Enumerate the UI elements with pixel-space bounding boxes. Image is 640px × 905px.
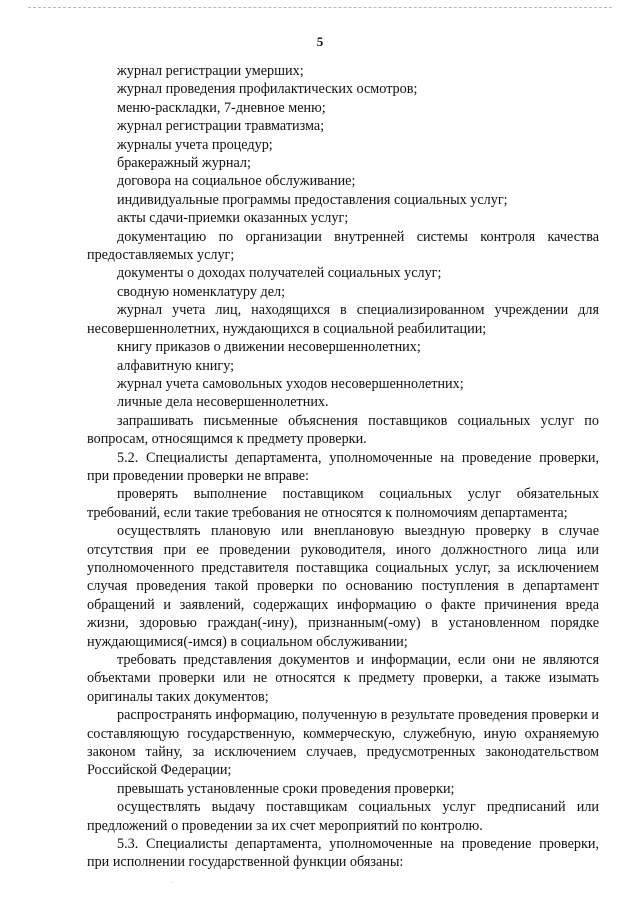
- paragraph: осуществлять выдачу поставщикам социальных услуг предписаний или предложений о проведении за их счет мероприятий по контролю.: [87, 799, 599, 834]
- paragraph: алфавитную книгу;: [117, 357, 235, 374]
- paragraph: журнал регистрации травматизма;: [117, 118, 325, 135]
- paragraph: бракеражный журнал;: [117, 155, 251, 172]
- paragraph: запрашивать письменные объяснения поставщиков социальных услуг по вопросам, относящимся к предмету проверки.: [87, 412, 599, 448]
- paragraph: договора на социальное обслуживание;: [117, 173, 356, 190]
- paragraph: журналы учета процедур;: [117, 136, 273, 153]
- page-number: 5: [316, 34, 324, 49]
- paragraph: проверять выполнение поставщиком социальных услуг обязательных требований, если такие требования не относятся к полномочиям департамента;: [87, 486, 599, 521]
- paragraph: документы о доходах получателей социальных услуг;: [117, 265, 442, 282]
- paragraph: превышать установленные сроки проведения проверки;: [117, 780, 455, 797]
- scan-top-edge-line: [28, 7, 612, 8]
- paragraph: журнал регистрации умерших;: [117, 63, 304, 79]
- paragraph: журнал учета лиц, находящихся в специализированном учреждении для несовершеннолетних, нуждающихся в социальной реабилитации;: [87, 302, 599, 337]
- paragraph: сводную номенклатуру дел;: [117, 283, 286, 300]
- document-body: [87, 62, 599, 872]
- paragraph: распространять информацию, полученную в результате проведения проверки и составляющую государственную, коммерческую, служебную, иную охраняемую законом тайну, за исключением случаев, предусмотренных законодательством Российской Федерации;: [87, 707, 599, 779]
- paragraph: меню-раскладки, 7-дневное меню;: [117, 99, 326, 116]
- paragraph: осуществлять плановую или внеплановую выездную проверку в случае отсутствия при ее проведении руководителя, иного должностного лица или уполномоченного представителя поставщика социальных услуг, за исключением случая проведения такой проверки по основанию поступления в департамент обращений и заявлений, содержащих информацию о факте причинения вреда жизни, здоровью граждан(-ину), признанным(-ому) в установленном порядке нуждающимися(-имся) в социальном обслуживании;: [87, 523, 599, 650]
- paragraph: 5.2. Специалисты департамента, уполномоченные на проведение проверки, при проведении проверки не вправе:: [87, 449, 599, 484]
- paragraph: журнал проведения профилактических осмотров;: [117, 81, 418, 98]
- paragraph: личные дела несовершеннолетних.: [117, 394, 329, 411]
- scan-speck: [172, 882, 173, 883]
- paragraph: документацию по организации внутренней системы контроля качества предоставляемых услуг;: [87, 228, 599, 264]
- paragraph: требовать представления документов и информации, если они не являются объектами проверки или не относятся к предмету проверки, а также изымать оригиналы таких документов;: [87, 652, 599, 705]
- paragraph: журнал учета самовольных уходов несовершеннолетних;: [117, 375, 464, 392]
- paragraph: акты сдачи-приемки оказанных услуг;: [117, 210, 349, 227]
- paragraph: книгу приказов о движении несовершеннолетних;: [117, 339, 421, 356]
- paragraph: 5.3. Специалисты департамента, уполномоченные на проведение проверки, при исполнении государственной функции обязаны:: [87, 836, 599, 871]
- paragraph: индивидуальные программы предоставления социальных услуг;: [117, 191, 508, 208]
